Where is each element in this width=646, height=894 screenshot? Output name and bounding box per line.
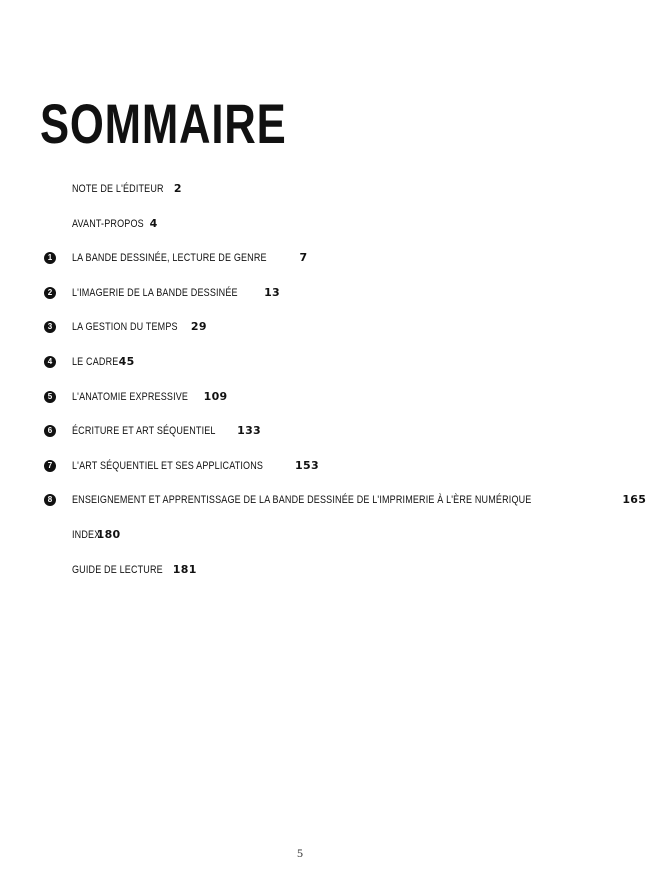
toc-entry-title: LE CADRE (72, 355, 119, 368)
chapter-number-badge: 8 (44, 494, 56, 506)
toc-entry-line (72, 319, 207, 335)
toc-entry-title: ENSEIGNEMENT ET APPRENTISSAGE DE LA BANDE DESSINÉE DE L'IMPRIMERIE À L'ÈRE NUMÉRIQUE (72, 494, 532, 507)
toc-entry-line (72, 285, 280, 301)
toc-entry[interactable] (0, 243, 600, 278)
toc-entry[interactable] (0, 312, 600, 347)
table-of-contents (0, 174, 646, 589)
toc-entry[interactable] (0, 174, 600, 209)
toc-entry-line (72, 562, 197, 578)
toc-entry-title: L'IMAGERIE DE LA BANDE DESSINÉE (72, 286, 238, 299)
toc-entry-title: L'ANATOMIE EXPRESSIVE (72, 390, 189, 403)
toc-entry-page: 4 (149, 216, 158, 230)
page-title: SOMMAIRE (40, 92, 287, 155)
toc-entry[interactable] (0, 416, 600, 451)
toc-entry-line (72, 423, 261, 439)
chapter-number-badge: 3 (44, 321, 56, 333)
toc-entry[interactable] (0, 555, 600, 590)
toc-entry[interactable] (0, 278, 600, 313)
chapter-number-badge: 1 (44, 252, 56, 264)
toc-entry-line (72, 492, 646, 508)
chapter-number-badge: 6 (44, 425, 56, 437)
toc-entry[interactable] (0, 382, 600, 417)
toc-entry-line (72, 216, 158, 232)
toc-entry-page: 153 (295, 458, 319, 472)
toc-entry[interactable] (0, 485, 646, 520)
toc-entry-title: GUIDE DE LECTURE (72, 563, 163, 576)
toc-entry[interactable] (0, 347, 600, 382)
toc-entry-title: ÉCRITURE ET ART SÉQUENTIEL (72, 425, 216, 438)
toc-entry-line (72, 458, 319, 474)
toc-entry-page: 7 (299, 251, 308, 265)
toc-entry[interactable] (0, 520, 600, 555)
toc-entry-page: 109 (203, 389, 228, 403)
toc-entry-page: 180 (96, 527, 121, 541)
toc-entry-page: 29 (190, 320, 207, 334)
toc-entry[interactable] (0, 451, 600, 486)
toc-entry-line (72, 181, 182, 197)
toc-entry-page: 13 (264, 285, 281, 299)
toc-entry-title: NOTE DE L'ÉDITEUR (72, 183, 164, 195)
toc-entry-line (72, 527, 121, 543)
toc-entry-page: 2 (173, 182, 182, 195)
toc-entry-line (72, 250, 307, 266)
toc-entry[interactable] (0, 209, 600, 244)
chapter-number-badge: 4 (44, 356, 56, 368)
toc-entry-title: AVANT-PROPOS (72, 217, 144, 230)
toc-entry-line (72, 389, 227, 405)
toc-entry-title: L'ART SÉQUENTIEL ET SES APPLICATIONS (72, 459, 264, 472)
chapter-number-badge: 7 (44, 460, 56, 472)
chapter-number-badge: 2 (44, 287, 56, 299)
toc-entry-page: 165 (622, 493, 646, 507)
toc-entry-page: 133 (237, 424, 262, 438)
page-number: 5 (297, 846, 303, 860)
toc-entry-page: 45 (118, 354, 135, 368)
toc-entry-page: 181 (172, 562, 197, 576)
toc-entry-title: LA BANDE DESSINÉE, LECTURE DE GENRE (72, 252, 267, 265)
toc-entry-title: INDEX (72, 528, 101, 541)
chapter-number-badge: 5 (44, 391, 56, 403)
toc-entry-title: LA GESTION DU TEMPS (72, 321, 178, 334)
toc-entry-line (72, 354, 135, 370)
